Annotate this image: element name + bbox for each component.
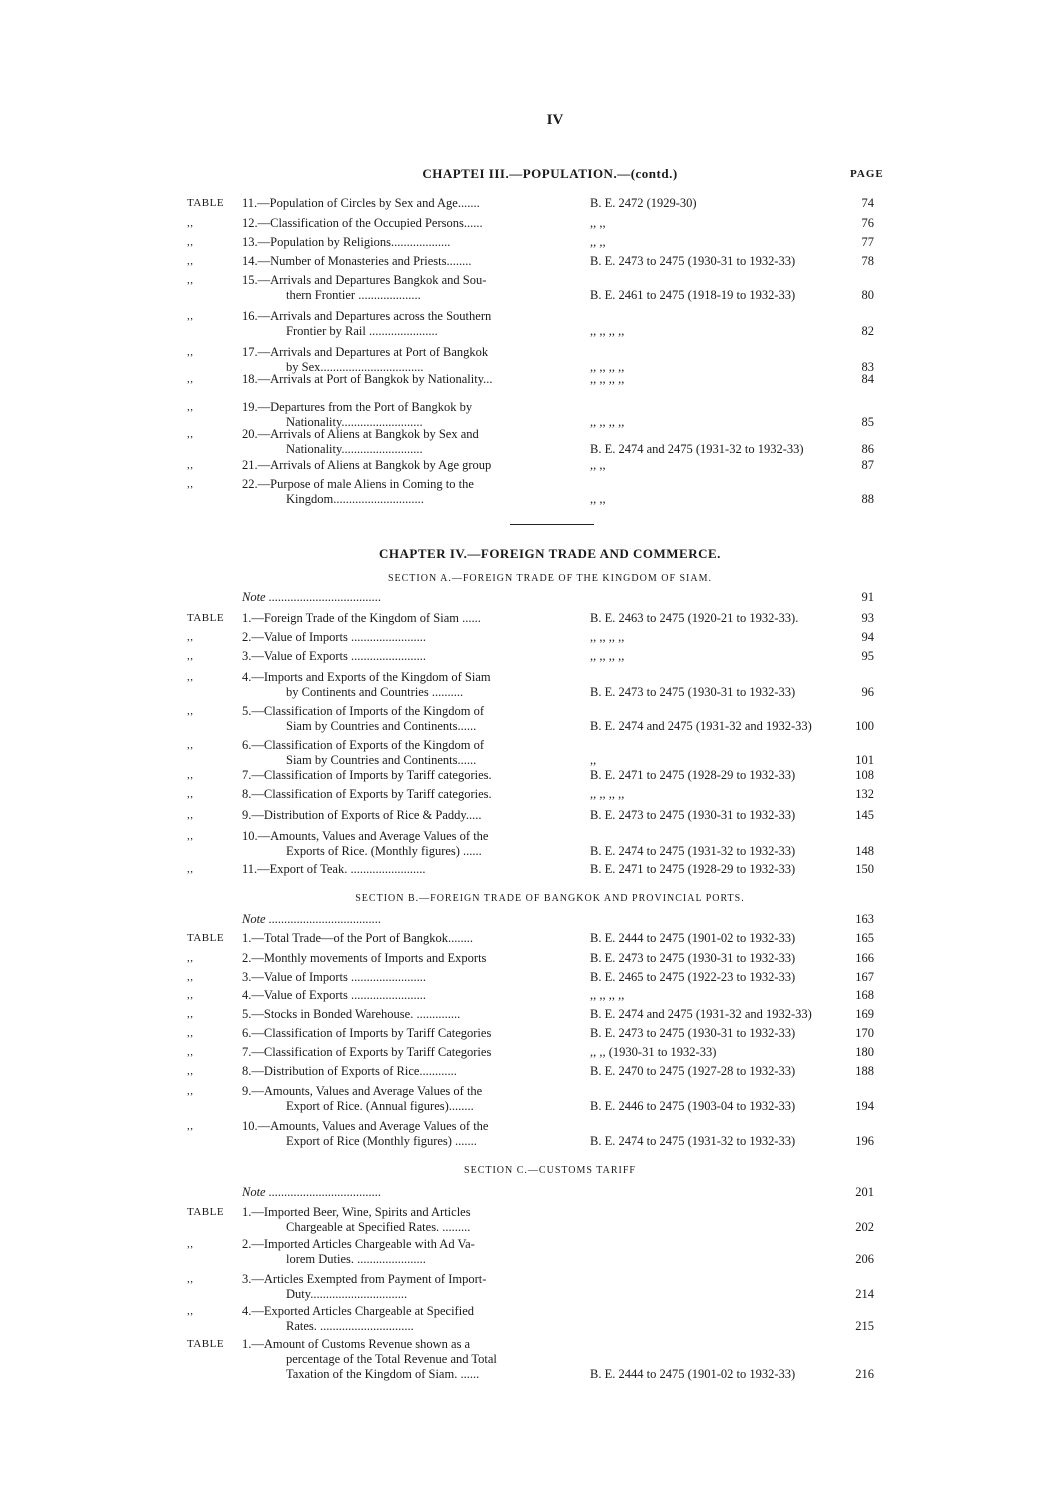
row-description-line: 7.—Classification of Exports by Tariff Categories — [242, 1045, 492, 1059]
page-number: IV — [546, 112, 564, 128]
row-description-continuation: Rates. .............................. — [286, 1319, 414, 1333]
row-period: ,, ,, — [590, 492, 606, 506]
row-lead: ,, — [187, 1273, 194, 1285]
row-lead: ,, — [187, 863, 194, 875]
row-description-continuation: Nationality.......................... — [286, 442, 423, 456]
row-description-continuation: Kingdom............................. — [286, 492, 424, 506]
row-page-number: 91 — [861, 590, 874, 604]
row-description-line: 14.—Number of Monasteries and Priests........ — [242, 254, 472, 268]
row-lead: ,, — [187, 705, 194, 717]
row-description — [242, 1237, 577, 1267]
row-description-line: 8.—Classification of Exports by Tariff categories. — [242, 787, 492, 801]
row-page-number: 93 — [861, 611, 874, 625]
row-description — [242, 254, 577, 269]
row-page-number: 132 — [855, 787, 874, 801]
row-page-number: 82 — [861, 324, 874, 338]
row-description — [242, 862, 577, 877]
row-description-continuation: by Continents and Countries .......... — [286, 685, 464, 699]
row-description — [242, 1272, 577, 1302]
row-lead: ,, — [187, 459, 194, 471]
row-description-line: 4.—Exported Articles Chargeable at Specified — [242, 1304, 474, 1318]
row-description-line: 12.—Classification of the Occupied Persons...... — [242, 216, 483, 230]
row-lead: ,, — [187, 788, 194, 800]
row-description-line: 16.—Arrivals and Departures across the Southern — [242, 309, 492, 323]
row-lead: ,, — [187, 1046, 194, 1058]
row-lead: ,, — [187, 217, 194, 229]
row-description — [242, 1045, 577, 1060]
row-description-line: Note .................................... — [242, 1185, 382, 1199]
row-description-line: 5.—Classification of Imports of the Kingdom of — [242, 704, 484, 718]
row-description-line: 18.—Arrivals at Port of Bangkok by Nationality... — [242, 372, 493, 386]
row-period: B. E. 2474 and 2475 (1931-32 to 1932-33) — [590, 442, 804, 456]
row-description — [242, 768, 577, 783]
row-description-line: 11.—Export of Teak. ........................ — [242, 862, 426, 876]
row-description — [242, 829, 577, 859]
row-description-line: 8.—Distribution of Exports of Rice............ — [242, 1064, 457, 1078]
row-page-number: 202 — [855, 1220, 874, 1234]
row-lead: ,, — [187, 274, 194, 286]
row-description — [242, 1064, 577, 1079]
row-description — [242, 273, 577, 303]
row-period: B. E. 2473 to 2475 (1930-31 to 1932-33) — [590, 254, 796, 268]
section-b-heading: SECTION B.—FOREIGN TRADE OF BANGKOK AND PROVINCIAL PORTS. — [355, 893, 745, 904]
row-page-number: 77 — [861, 235, 874, 249]
row-description-line: 5.—Stocks in Bonded Warehouse. .............. — [242, 1007, 461, 1021]
row-description-continuation: Frontier by Rail ...................... — [286, 324, 438, 338]
row-description — [242, 649, 577, 664]
row-period: B. E. 2472 (1929-30) — [590, 196, 697, 210]
row-description-line: 17.—Arrivals and Departures at Port of Bangkok — [242, 345, 489, 359]
row-page-number: 214 — [855, 1287, 874, 1301]
row-period: ,, ,, — [590, 216, 606, 230]
row-description — [242, 590, 577, 605]
chapter-3-heading: CHAPTEI III.—POPULATION.—(contd.) — [422, 166, 678, 181]
row-description-line: 9.—Distribution of Exports of Rice & Paddy..... — [242, 808, 482, 822]
row-description-continuation: Nationality.......................... — [286, 415, 423, 429]
row-description-line: 6.—Classification of Exports of the Kingdom of — [242, 738, 484, 752]
row-description — [242, 345, 577, 375]
row-description-line: 3.—Value of Exports ........................ — [242, 649, 427, 663]
row-description — [242, 670, 577, 700]
row-description-continuation: Taxation of the Kingdom of Siam. ...... — [286, 1367, 480, 1381]
row-description — [242, 216, 577, 231]
row-description-line: 6.—Classification of Imports by Tariff Categories — [242, 1026, 492, 1040]
row-description — [242, 196, 577, 211]
row-period: ,, ,, — [590, 235, 606, 249]
row-description — [242, 235, 577, 250]
row-description — [242, 1185, 577, 1200]
row-lead: ,, — [187, 1008, 194, 1020]
row-page-number: 76 — [861, 216, 874, 230]
row-page-number: 85 — [861, 415, 874, 429]
row-period: B. E. 2465 to 2475 (1922-23 to 1932-33) — [590, 970, 796, 984]
row-period: B. E. 2473 to 2475 (1930-31 to 1932-33) — [590, 685, 796, 699]
row-page-number: 86 — [861, 442, 874, 456]
row-description-line: 4.—Value of Exports ........................ — [242, 988, 427, 1002]
row-description — [242, 931, 577, 946]
row-period: B. E. 2470 to 2475 (1927-28 to 1932-33) — [590, 1064, 796, 1078]
row-page-number: 180 — [855, 1045, 874, 1059]
row-lead: ,, — [187, 346, 194, 358]
row-lead: ,, — [187, 373, 194, 385]
row-lead: ,, — [187, 1120, 194, 1132]
row-description-line: 3.—Articles Exempted from Payment of Import- — [242, 1272, 487, 1286]
row-lead: ,, — [187, 255, 194, 267]
row-page-number: 108 — [855, 768, 874, 782]
divider-rule — [510, 524, 594, 525]
row-description — [242, 970, 577, 985]
row-page-number: 169 — [855, 1007, 874, 1021]
row-description-line: 3.—Value of Imports ........................ — [242, 970, 427, 984]
row-page-number: 94 — [861, 630, 874, 644]
row-description-continuation: by Sex................................. — [286, 360, 424, 374]
row-page-number: 188 — [855, 1064, 874, 1078]
row-period: B. E. 2474 and 2475 (1931-32 and 1932-33) — [590, 719, 812, 733]
row-period: ,, ,, ,, ,, — [590, 787, 625, 801]
row-description — [242, 372, 577, 387]
row-description-line: 11.—Population of Circles by Sex and Age....... — [242, 196, 480, 210]
row-page-number: 145 — [855, 808, 874, 822]
row-description — [242, 988, 577, 1003]
row-description — [242, 630, 577, 645]
row-period: ,, ,, (1930-31 to 1932-33) — [590, 1045, 717, 1059]
row-description-line: 10.—Amounts, Values and Average Values of the — [242, 829, 489, 843]
row-page-number: 88 — [861, 492, 874, 506]
row-lead: ,, — [187, 1065, 194, 1077]
row-description — [242, 427, 577, 457]
row-page-number: 148 — [855, 844, 874, 858]
row-description-line: 2.—Value of Imports ........................ — [242, 630, 427, 644]
row-period: B. E. 2474 to 2475 (1931-32 to 1932-33) — [590, 844, 796, 858]
row-description — [242, 912, 577, 927]
row-lead: ,, — [187, 478, 194, 490]
chapter-4-heading: CHAPTER IV.—FOREIGN TRADE AND COMMERCE. — [379, 546, 721, 561]
section-c-heading: SECTION C.—CUSTOMS TARIFF — [464, 1165, 636, 1176]
row-period: B. E. 2473 to 2475 (1930-31 to 1932-33) — [590, 808, 796, 822]
row-description-line: 10.—Amounts, Values and Average Values of the — [242, 1119, 489, 1133]
row-lead: TABLE — [187, 197, 225, 209]
row-period: B. E. 2463 to 2475 (1920-21 to 1932-33). — [590, 611, 799, 625]
row-description — [242, 1084, 577, 1114]
row-description-continuation: thern Frontier .................... — [286, 288, 421, 302]
row-description-continuation: percentage of the Total Revenue and Total — [286, 1352, 497, 1366]
row-description-continuation: Siam by Countries and Continents...... — [286, 719, 477, 733]
row-description-continuation: Siam by Countries and Continents...... — [286, 753, 477, 767]
row-lead: ,, — [187, 830, 194, 842]
row-page-number: 96 — [861, 685, 874, 699]
row-page-number: 95 — [861, 649, 874, 663]
row-period: B. E. 2474 and 2475 (1931-32 and 1932-33) — [590, 1007, 812, 1021]
row-description — [242, 1007, 577, 1022]
row-description-line: Note .................................... — [242, 590, 382, 604]
row-description-line: 2.—Imported Articles Chargeable with Ad Va- — [242, 1237, 475, 1251]
row-description-line: 7.—Classification of Imports by Tariff categories. — [242, 768, 492, 782]
row-description-line: 9.—Amounts, Values and Average Values of the — [242, 1084, 483, 1098]
row-page-number: 168 — [855, 988, 874, 1002]
row-description-line: 21.—Arrivals of Aliens at Bangkok by Age group — [242, 458, 492, 472]
row-period: ,, ,, ,, ,, — [590, 415, 625, 429]
row-description — [242, 1205, 577, 1235]
row-description-continuation: lorem Duties. ...................... — [286, 1252, 426, 1266]
row-description-line: 22.—Purpose of male Aliens in Coming to the — [242, 477, 474, 491]
row-page-number: 80 — [861, 288, 874, 302]
row-description-continuation: Export of Rice. (Annual figures)........ — [286, 1099, 474, 1113]
row-description — [242, 477, 577, 507]
row-lead: ,, — [187, 428, 194, 440]
row-page-number: 100 — [855, 719, 874, 733]
row-page-number: 78 — [861, 254, 874, 268]
row-period: B. E. 2473 to 2475 (1930-31 to 1932-33) — [590, 1026, 796, 1040]
row-page-number: 167 — [855, 970, 874, 984]
row-description — [242, 1304, 577, 1334]
row-page-number: 74 — [861, 196, 874, 210]
row-description — [242, 309, 577, 339]
row-lead: ,, — [187, 1027, 194, 1039]
row-lead: ,, — [187, 739, 194, 751]
row-page-number: 216 — [855, 1367, 874, 1381]
row-lead: ,, — [187, 1305, 194, 1317]
row-lead: TABLE — [187, 612, 225, 624]
row-description — [242, 787, 577, 802]
row-lead: ,, — [187, 952, 194, 964]
row-period: B. E. 2473 to 2475 (1930-31 to 1932-33) — [590, 951, 796, 965]
row-lead: TABLE — [187, 1206, 225, 1218]
row-period: ,, ,, ,, ,, — [590, 324, 625, 338]
row-lead: ,, — [187, 631, 194, 643]
row-lead: TABLE — [187, 1338, 225, 1350]
row-description — [242, 808, 577, 823]
row-description-line: 20.—Arrivals of Aliens at Bangkok by Sex and — [242, 427, 479, 441]
row-description-line: 15.—Arrivals and Departures Bangkok and Sou- — [242, 273, 487, 287]
row-lead: ,, — [187, 809, 194, 821]
row-description-continuation: Chargeable at Specified Rates. ......... — [286, 1220, 471, 1234]
row-description-continuation: Duty............................... — [286, 1287, 408, 1301]
row-description — [242, 951, 577, 966]
row-description — [242, 704, 577, 734]
row-lead: ,, — [187, 236, 194, 248]
row-page-number: 150 — [855, 862, 874, 876]
row-period: ,, ,, ,, ,, — [590, 630, 625, 644]
row-description-line: 13.—Population by Religions................... — [242, 235, 451, 249]
row-period: ,, ,, ,, ,, — [590, 360, 625, 374]
row-period: B. E. 2474 to 2475 (1931-32 to 1932-33) — [590, 1134, 796, 1148]
row-description-line: Note .................................... — [242, 912, 382, 926]
row-lead: ,, — [187, 401, 194, 413]
row-description — [242, 458, 577, 473]
row-page-number: 83 — [861, 360, 874, 374]
row-description-line: 1.—Total Trade—of the Port of Bangkok........ — [242, 931, 474, 945]
row-lead: TABLE — [187, 932, 225, 944]
row-page-number: 206 — [855, 1252, 874, 1266]
row-period: B. E. 2444 to 2475 (1901-02 to 1932-33) — [590, 1367, 796, 1381]
row-page-number: 101 — [855, 753, 874, 767]
row-period: B. E. 2446 to 2475 (1903-04 to 1932-33) — [590, 1099, 796, 1113]
row-description — [242, 400, 577, 430]
row-period: B. E. 2461 to 2475 (1918-19 to 1932-33) — [590, 288, 796, 302]
row-lead: ,, — [187, 310, 194, 322]
row-period: B. E. 2471 to 2475 (1928-29 to 1932-33) — [590, 768, 796, 782]
row-period: ,, ,, ,, ,, — [590, 988, 625, 1002]
row-page-number: 165 — [855, 931, 874, 945]
section-a-heading: SECTION A.—FOREIGN TRADE OF THE KINGDOM OF SIAM. — [387, 573, 713, 584]
row-description-line: 1.—Amount of Customs Revenue shown as a — [242, 1337, 471, 1351]
row-lead: ,, — [187, 971, 194, 983]
row-description-line: 19.—Departures from the Port of Bangkok by — [242, 400, 473, 414]
row-page-number: 196 — [855, 1134, 874, 1148]
row-period: ,, — [590, 753, 597, 767]
row-page-number: 201 — [855, 1185, 874, 1199]
page-column-label: PAGE — [850, 168, 884, 180]
row-lead: ,, — [187, 769, 194, 781]
row-lead: ,, — [187, 989, 194, 1001]
row-description — [242, 611, 577, 626]
row-description-continuation: Exports of Rice. (Monthly figures) ...... — [286, 844, 482, 858]
row-page-number: 166 — [855, 951, 874, 965]
row-description — [242, 1337, 577, 1382]
row-period: ,, ,, ,, ,, — [590, 649, 625, 663]
row-description-continuation: Export of Rice (Monthly figures) ....... — [286, 1134, 477, 1148]
row-period: ,, ,, — [590, 458, 606, 472]
row-period: B. E. 2471 to 2475 (1928-29 to 1932-33) — [590, 862, 796, 876]
row-page-number: 163 — [855, 912, 874, 926]
row-description-line: 1.—Imported Beer, Wine, Spirits and Articles — [242, 1205, 471, 1219]
row-page-number: 84 — [861, 372, 874, 386]
row-period: B. E. 2444 to 2475 (1901-02 to 1932-33) — [590, 931, 796, 945]
row-description — [242, 738, 577, 768]
row-description-line: 4.—Imports and Exports of the Kingdom of Siam — [242, 670, 491, 684]
row-description-line: 1.—Foreign Trade of the Kingdom of Siam ...... — [242, 611, 481, 625]
row-lead: ,, — [187, 1085, 194, 1097]
row-period: ,, ,, ,, ,, — [590, 372, 625, 386]
row-description — [242, 1119, 577, 1149]
row-description — [242, 1026, 577, 1041]
row-page-number: 194 — [855, 1099, 874, 1113]
row-page-number: 170 — [855, 1026, 874, 1040]
row-page-number: 87 — [861, 458, 874, 472]
row-description-line: 2.—Monthly movements of Imports and Exports — [242, 951, 487, 965]
row-lead: ,, — [187, 671, 194, 683]
row-lead: ,, — [187, 650, 194, 662]
row-lead: ,, — [187, 1238, 194, 1250]
row-page-number: 215 — [855, 1319, 874, 1333]
